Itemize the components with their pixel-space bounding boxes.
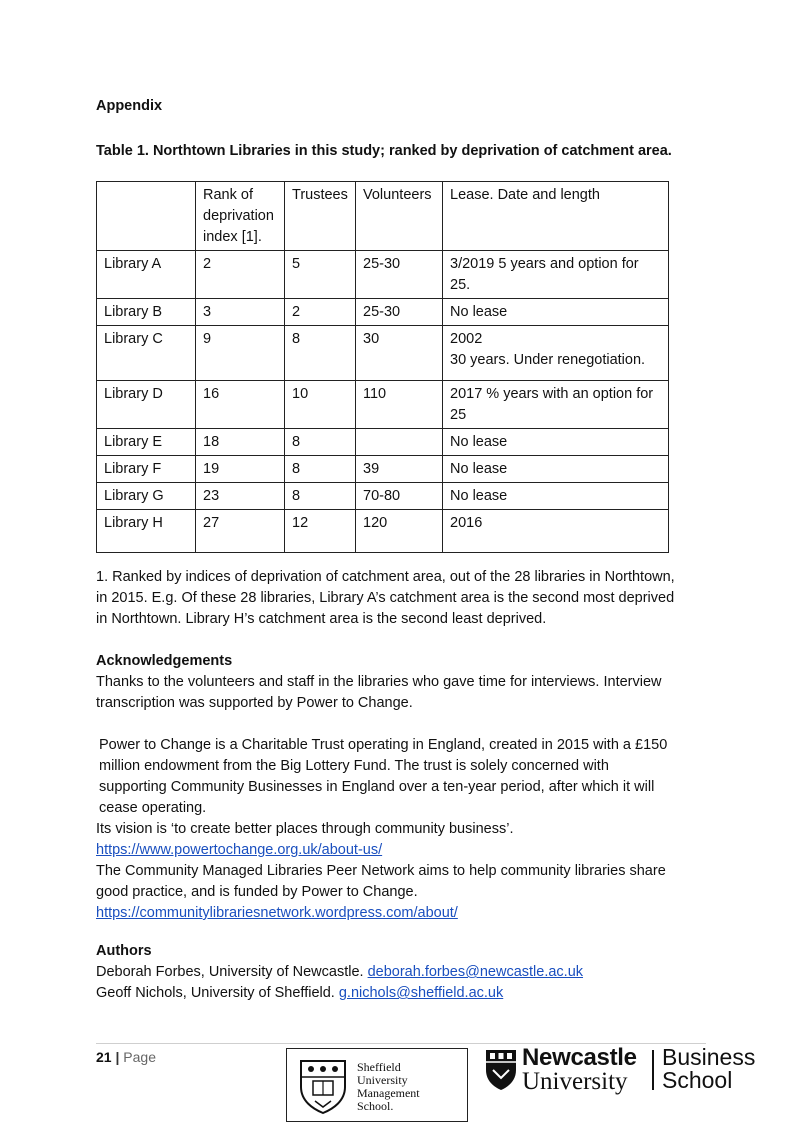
- appendix-heading: Appendix: [96, 98, 163, 114]
- header-cell-trustees: Trustees: [285, 182, 356, 251]
- sheffield-name-line: University: [357, 1073, 408, 1087]
- business-school-line: School: [662, 1067, 733, 1093]
- authors-list: [96, 962, 716, 1004]
- lease-line: 2002: [450, 331, 483, 347]
- trustees-cell: 8: [285, 483, 356, 510]
- volunteers-cell: 70-80: [356, 483, 443, 510]
- author-entry: [96, 983, 716, 1004]
- table-row: [97, 251, 669, 299]
- sheffield-crest-icon: [297, 1057, 349, 1115]
- lease-cell: No lease: [443, 456, 669, 483]
- sheffield-management-school-logo: [286, 1048, 468, 1122]
- rank-cell: 2: [196, 251, 285, 299]
- page-label: Page: [123, 1049, 156, 1065]
- author-email-link[interactable]: deborah.forbes@newcastle.ac.uk: [367, 964, 584, 980]
- logo-divider: [652, 1050, 654, 1090]
- rank-cell: 3: [196, 299, 285, 326]
- business-school-name: [662, 1046, 755, 1092]
- library-name-cell: Library B: [97, 299, 196, 326]
- description-line: cease operating.: [99, 800, 207, 816]
- header-cell-volunteers: Volunteers: [356, 182, 443, 251]
- vision-statement: Its vision is ‘to create better places through community business’.: [96, 821, 514, 837]
- volunteers-cell: [356, 429, 443, 456]
- rank-cell: 27: [196, 510, 285, 553]
- libraries-table: [96, 181, 669, 553]
- newcastle-business-school-logo: [484, 1046, 764, 1096]
- trustees-cell: 5: [285, 251, 356, 299]
- table-row: [97, 381, 669, 429]
- page-number-value: 21: [96, 1049, 112, 1065]
- table-row: [97, 456, 669, 483]
- acknowledgements-heading: Acknowledgements: [96, 653, 233, 669]
- description-line: supporting Community Businesses in England over a ten-year period, after which it will: [99, 779, 655, 795]
- rank-cell: 19: [196, 456, 285, 483]
- power-to-change-link[interactable]: https://www.powertochange.org.uk/about-us/: [96, 842, 383, 858]
- sheffield-name-line: Management: [357, 1086, 420, 1100]
- table-caption: Table 1. Northtown Libraries in this study; ranked by deprivation of catchment area.: [96, 143, 672, 159]
- volunteers-cell: 120: [356, 510, 443, 553]
- trustees-cell: 8: [285, 456, 356, 483]
- network-link[interactable]: https://communitylibrariesnetwork.wordpress.com/about/: [96, 905, 458, 921]
- trustees-cell: 12: [285, 510, 356, 553]
- acknowledgements-line: transcription was supported by Power to Change.: [96, 695, 413, 711]
- lease-cell: No lease: [443, 483, 669, 510]
- trustees-cell: 8: [285, 326, 356, 381]
- lease-line: 30 years. Under renegotiation.: [450, 352, 646, 368]
- trustees-cell: 8: [285, 429, 356, 456]
- description-line: Power to Change is a Charitable Trust operating in England, created in 2015 with a £150: [99, 737, 668, 753]
- library-name-cell: Library H: [97, 510, 196, 553]
- business-school-line: Business: [662, 1044, 756, 1070]
- author-name: Deborah Forbes, University of Newcastle.: [96, 964, 368, 980]
- table-row: [97, 299, 669, 326]
- lease-cell: No lease: [443, 299, 669, 326]
- rank-cell: 23: [196, 483, 285, 510]
- network-description-line: The Community Managed Libraries Peer Network aims to help community libraries share: [96, 863, 666, 879]
- volunteers-cell: 25-30: [356, 299, 443, 326]
- network-description-line: good practice, and is funded by Power to Change.: [96, 884, 418, 900]
- power-to-change-description: [96, 735, 716, 819]
- trustees-cell: 10: [285, 381, 356, 429]
- library-name-cell: Library G: [97, 483, 196, 510]
- library-name-cell: Library D: [97, 381, 196, 429]
- lease-cell: [443, 326, 669, 381]
- lease-cell: 2016: [443, 510, 669, 553]
- library-name-cell: Library C: [97, 326, 196, 381]
- description-line: million endowment from the Big Lottery Fund. The trust is solely concerned with: [99, 758, 609, 774]
- authors-heading: Authors: [96, 943, 152, 959]
- header-cell-lease: Lease. Date and length: [443, 182, 669, 251]
- table-row: [97, 429, 669, 456]
- newcastle-name-line: Newcastle: [522, 1044, 637, 1071]
- page-number: [96, 1047, 156, 1068]
- lease-cell: 3/2019 5 years and option for 25.: [443, 251, 669, 299]
- acknowledgements-text: [96, 672, 716, 714]
- footnote-line: 1. Ranked by indices of deprivation of catchment area, out of the 28 libraries in Northtown,: [96, 569, 675, 585]
- header-cell-library: [97, 182, 196, 251]
- rank-cell: 9: [196, 326, 285, 381]
- sheffield-school-name: [357, 1061, 420, 1113]
- newcastle-crest-icon: [484, 1048, 518, 1092]
- page-number-separator: |: [115, 1049, 120, 1065]
- volunteers-cell: 110: [356, 381, 443, 429]
- footnote-line: in Northtown. Library H’s catchment area is the second least deprived.: [96, 611, 547, 627]
- volunteers-cell: 39: [356, 456, 443, 483]
- newcastle-university-name: [522, 1046, 637, 1094]
- table-header-row: [97, 182, 669, 251]
- library-name-cell: Library E: [97, 429, 196, 456]
- volunteers-cell: 30: [356, 326, 443, 381]
- volunteers-cell: 25-30: [356, 251, 443, 299]
- rank-cell: 18: [196, 429, 285, 456]
- author-name: Geoff Nichols, University of Sheffield.: [96, 985, 339, 1001]
- footnote-line: in 2015. E.g. Of these 28 libraries, Library A’s catchment area is the second most deprived: [96, 590, 675, 606]
- author-entry: [96, 962, 716, 983]
- table-footnote: [96, 567, 716, 630]
- library-name-cell: Library F: [97, 456, 196, 483]
- sheffield-name-line: Sheffield: [357, 1060, 401, 1074]
- sheffield-name-line: School.: [357, 1099, 394, 1113]
- power-to-change-section: [96, 735, 716, 924]
- lease-cell: No lease: [443, 429, 669, 456]
- table-row: [97, 510, 669, 553]
- acknowledgements-line: Thanks to the volunteers and staff in the libraries who gave time for interviews. Interview: [96, 674, 662, 690]
- table-row: [97, 483, 669, 510]
- newcastle-name-line: University: [522, 1068, 628, 1095]
- table-row: [97, 326, 669, 381]
- library-name-cell: Library A: [97, 251, 196, 299]
- lease-cell: 2017 % years with an option for 25: [443, 381, 669, 429]
- trustees-cell: 2: [285, 299, 356, 326]
- author-email-link[interactable]: g.nichols@sheffield.ac.uk: [338, 985, 504, 1001]
- header-cell-rank: Rank of deprivation index [1].: [196, 182, 285, 251]
- rank-cell: 16: [196, 381, 285, 429]
